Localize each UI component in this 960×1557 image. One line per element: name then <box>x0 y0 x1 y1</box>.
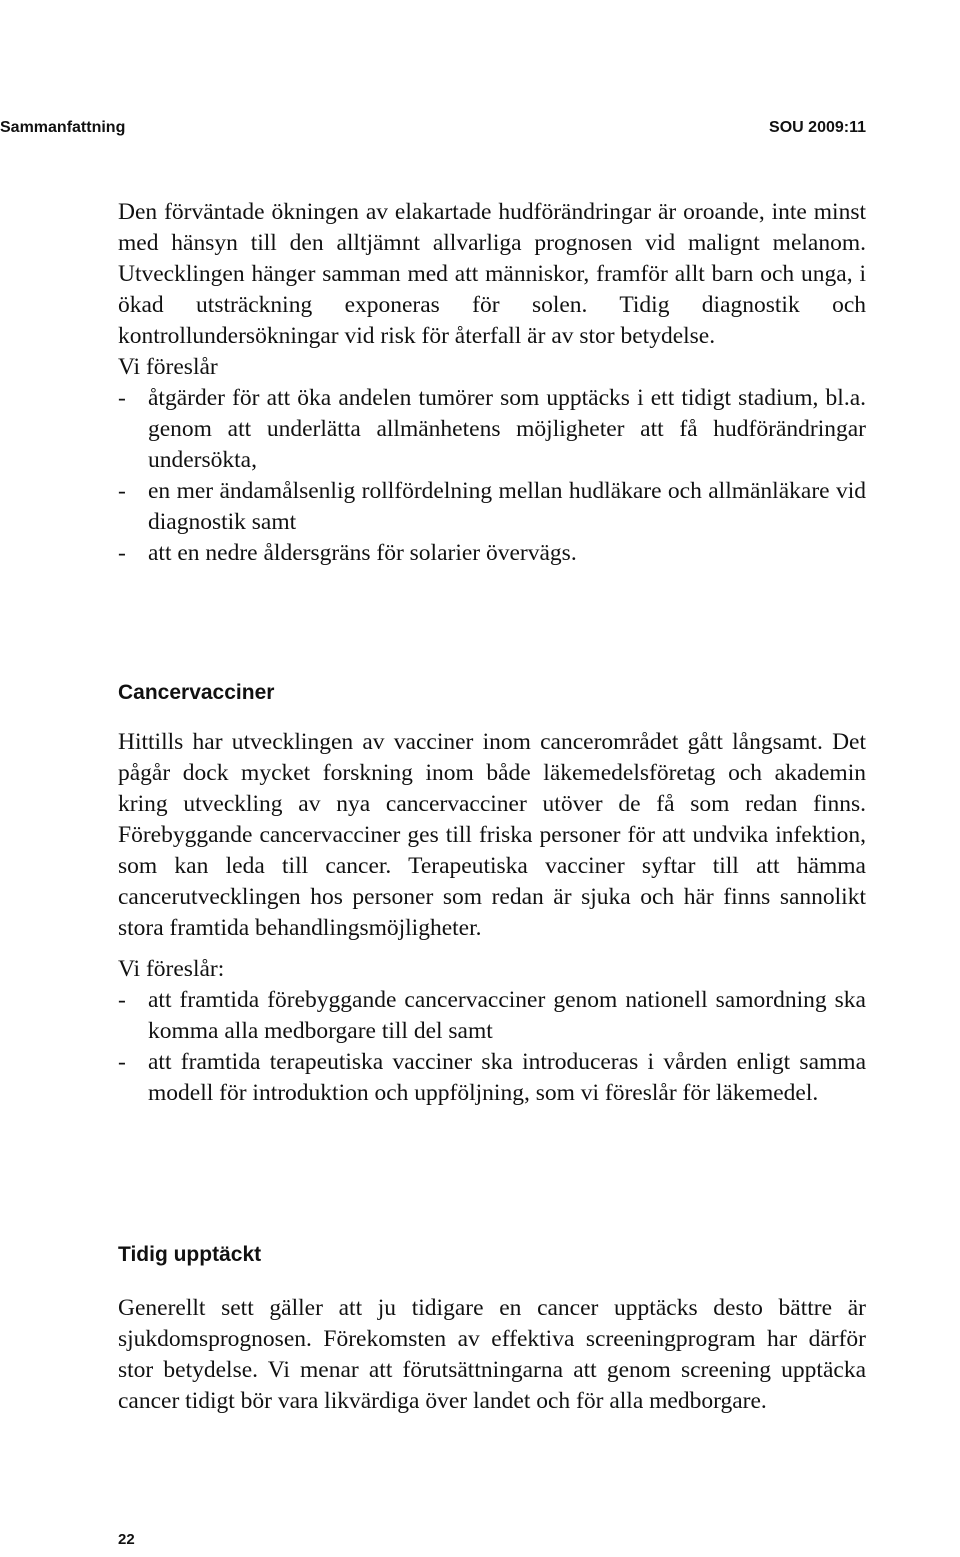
cancervacciner-proposal-list <box>118 985 866 1109</box>
section-heading-cancervacciner: Cancervacciner <box>118 681 275 704</box>
tidig-upptackt-paragraph: Generellt sett gäller att ju tidigare en cancer upptäcks desto bättre är sjukdomsprognosen. Förekomsten av effektiva screeningprogram har därför stor betydelse. Vi menar att förutsättningarna att genom screening upptäcka cancer tidigt bör vara likvärdiga över landet och för alla medborgare. <box>118 1295 866 1414</box>
list-dash: - <box>118 1049 126 1075</box>
list-dash: - <box>118 385 126 411</box>
list-item: - att framtida förebyggande cancervacciner genom nationell samordning ska komma alla medborgare till del samt <box>118 987 866 1044</box>
section-heading-tidig-upptackt: Tidig upptäckt <box>118 1243 262 1266</box>
document-id: SOU 2009:11 <box>769 119 866 136</box>
list-item: - att en nedre åldersgräns för solarier övervägs. <box>118 538 866 569</box>
tidig-upptackt-section <box>118 1293 866 1417</box>
intro-proposal-list <box>118 383 866 569</box>
intro-proposal-label: Vi föreslår <box>118 354 218 380</box>
cancervacciner-proposal-label: Vi föreslår: <box>118 956 225 982</box>
list-dash: - <box>118 478 126 504</box>
list-item: - en mer ändamålsenlig rollfördelning mellan hudläkare och allmänläkare vid diagnostik samt <box>118 478 866 535</box>
intro-paragraph: Den förväntade ökningen av elakartade hudförändringar är oroande, inte minst med hänsyn till den alltjämnt allvarliga prognosen vid malignt melanom. Utvecklingen hänger samman med att människor, framför allt barn och unga, i ökad utsträckning exponeras för solen. Tidig diagnostik och kontrollundersökningar vid risk för återfall är av stor betydelse. <box>118 199 866 349</box>
intro-section <box>118 197 866 569</box>
list-dash: - <box>118 987 126 1013</box>
list-dash: - <box>118 540 126 566</box>
list-item: - åtgärder för att öka andelen tumörer som upptäcks i ett tidigt stadium, bl.a. genom att underlätta allmänhetens möjligheter att få hudförändringar undersökta, <box>118 385 866 473</box>
list-item: - att framtida terapeutiska vacciner ska introduceras i vården enligt samma modell för introduktion och uppföljning, som vi föreslår för läkemedel. <box>118 1049 866 1106</box>
running-header <box>0 116 866 140</box>
page-number: 22 <box>118 1531 135 1548</box>
cancervacciner-section <box>118 727 866 1109</box>
section-title: Sammanfattning <box>0 119 126 136</box>
cancervacciner-paragraph: Hittills har utvecklingen av vacciner inom cancerområdet gått långsamt. Det pågår dock mycket forskning inom både läkemedelsföretag och akademin kring utveckling av nya cancervacciner utöver de få som redan finns. Förebyggande cancervacciner ges till friska personer för att undvika infektion, som kan leda till cancer. Terapeutiska vacciner syftar till att hämma cancerutvecklingen hos personer som redan är sjuka och här finns sannolikt stora framtida behandlingsmöjligheter. <box>118 729 866 941</box>
